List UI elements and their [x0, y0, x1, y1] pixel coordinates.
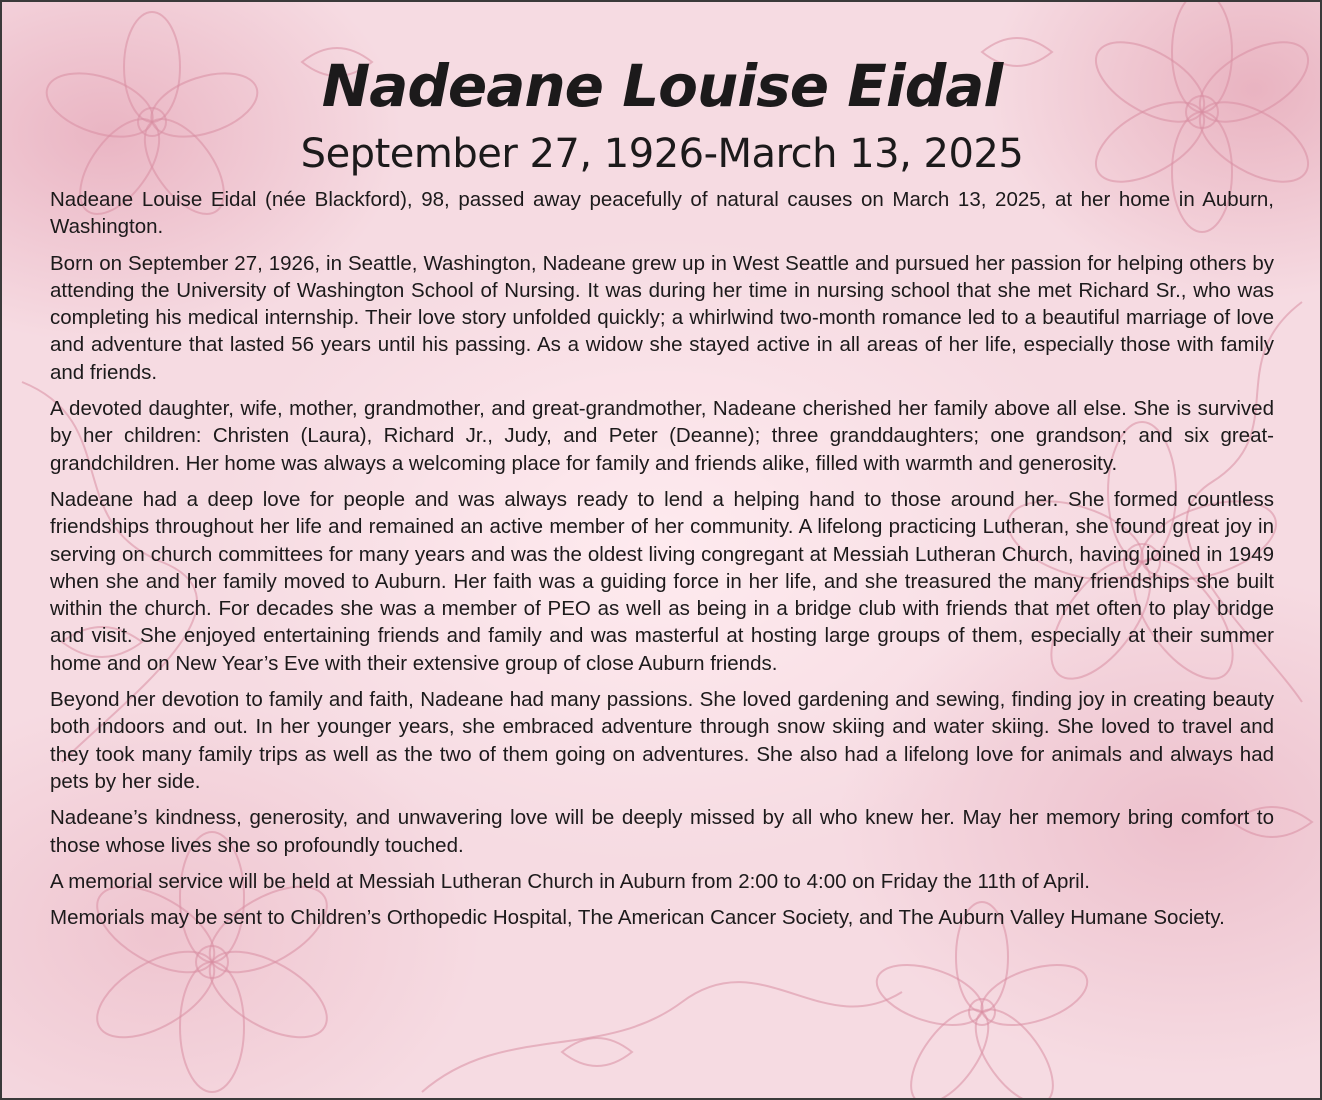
deceased-name: Nadeane Louise Eidal: [321, 52, 1003, 120]
obituary-content: [50, 46, 1274, 940]
paragraph-early-life: Born on September 27, 1926, in Seattle, Washington, Nadeane grew up in West Seattle and pursued her passion for helping others by attending the University of Washington School of Nursing. It was during her time in nursing school that she met Richard Sr., who was completing his medical internship. Their love story unfolded quickly; a whirlwind two-month romance led to a beautiful marriage of love and adventure that lasted 56 years until his passing. As a widow she stayed active in all areas of her life, especially those with family and friends.: [50, 251, 1274, 384]
leaf-3: [562, 1038, 632, 1066]
paragraph-memorial-donations: Memorials may be sent to Children’s Orthopedic Hospital, The American Cancer Society, and The Auburn Valley Humane Society.: [50, 906, 1225, 930]
paragraph-community: Nadeane had a deep love for people and was always ready to lend a helping hand to those around her. She formed countless friendships throughout her life and remained an active member of her community. A lifelong practicing Lutheran, she found great joy in serving on church committees for many years and was the oldest living congregant at Messiah Lutheran Church, having joined in 1949 when she and her family moved to Auburn. Her faith was a guiding force in her life, and she treasured the many friendships she built within the church. For decades she was a member of PEO as well as being in a bridge club with friends that met often to play bridge and visit. She enjoyed entertaining friends and family and was masterful at hosting large groups of them, especially at their summer home and on New Year’s Eve with their extensive group of close Auburn friends.: [50, 487, 1274, 675]
paragraph-passions: Beyond her devotion to family and faith, Nadeane had many passions. She loved gardening and sewing, finding joy in creating beauty both indoors and out. In her younger years, she embraced adventure through snow skiing and water skiing. She loved to travel and they took many family trips as well as the two of them going on adventures. She also had a lifelong love for animals and always had pets by her side.: [50, 688, 1274, 793]
paragraph-memorial-service: A memorial service will be held at Messiah Lutheran Church in Auburn from 2:00 to 4:00 on Friday the 11th of April.: [50, 869, 1090, 893]
paragraph-death-notice: Nadeane Louise Eidal (née Blackford), 98, passed away peacefully of natural causes on March 13, 2025, at her home in Auburn, Washington.: [50, 188, 1274, 239]
paragraph-family: A devoted daughter, wife, mother, grandmother, and great-grandmother, Nadeane cherished her family above all else. She is survived by her children: Christen (Laura), Richard Jr., Judy, and Peter (Deanne); three granddaughters; one grandson; and six great-grandchildren. Her home was always a welcoming place for family and friends alike, filled with warmth and generosity.: [50, 397, 1274, 475]
paragraph-remembrance: Nadeane’s kindness, generosity, and unwavering love will be deeply missed by all who knew her. May her memory bring comfort to those whose lives she so profoundly touched.: [50, 806, 1274, 857]
vine-bottom: [422, 982, 902, 1092]
life-dates: September 27, 1926-March 13, 2025: [300, 131, 1024, 177]
